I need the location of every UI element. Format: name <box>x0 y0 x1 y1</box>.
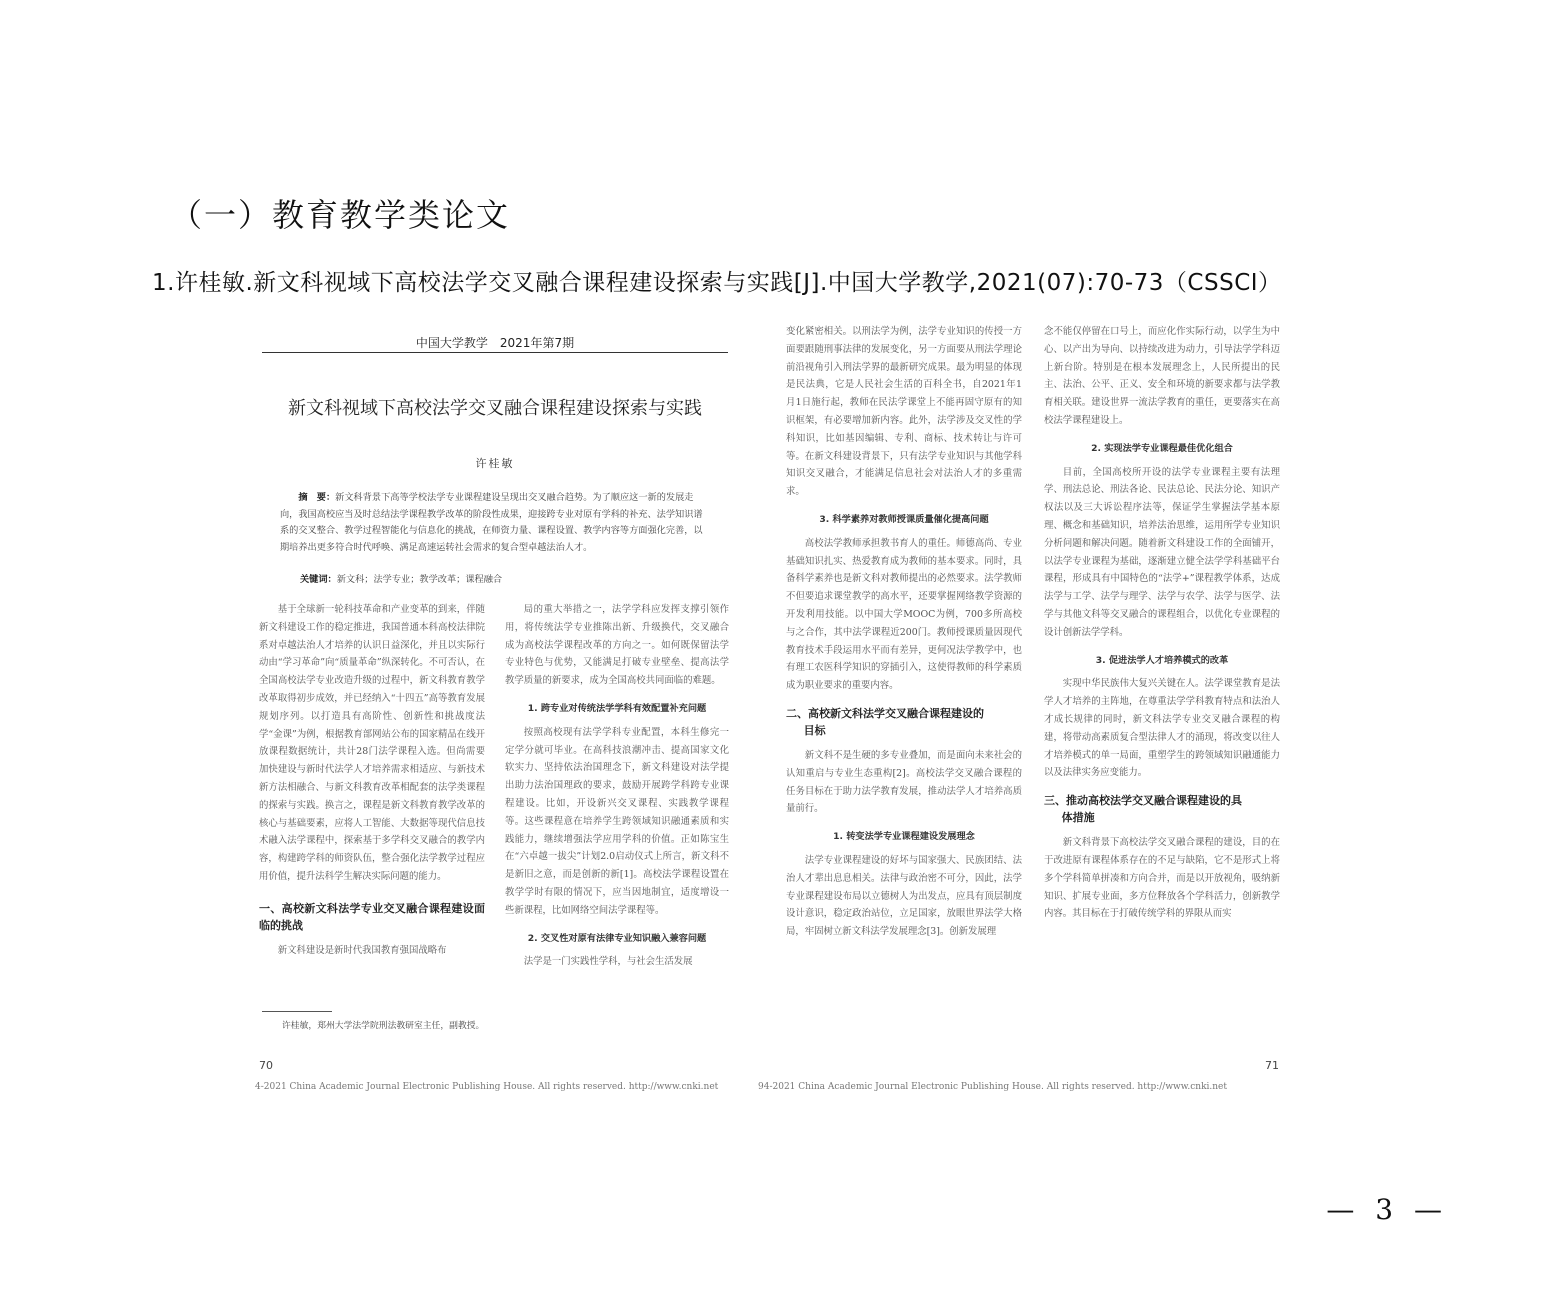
body-column-4 <box>1044 323 1280 923</box>
paragraph: 法学专业课程建设的好坏与国家强大、民族团结、法治人才辈出息息相关。法律与政治密不可分，因此，法学专业课程建设布局以立德树人为出发点，应具有顶层制度设计意识，稳定政治站位，立足国家，放眼世界法学大格局，牢固树立新文科法学发展理念[3]。创新发展理 <box>786 854 1022 938</box>
abstract-text: 新文科背景下高等学校法学专业课程建设呈现出交叉融合趋势。为了顺应这一新的发展走向，我国高校应当及时总结法学课程教学改革的阶段性成果，迎接跨专业对原有学科的补充、法学知识谱系的交叉整合、教学过程智能化与信息化的挑战，在师资力量、课程设置、教学内容等方面强化完善，以期培养出更多符合时代呼唤、满足高速运转社会需求的复合型卓越法治人才。 <box>280 492 703 553</box>
section-heading-2 <box>786 705 1022 739</box>
paragraph: 局的重大举措之一，法学学科应发挥支撑引领作用，将传统法学专业推陈出新、升级换代，交叉融合成为高校法学课程改革的方向之一。如何既保留法学专业特色与优势，又能满足打破专业壁垒、提高法学教学质量的新要求，成为全国高校共同面临的难题。 <box>505 604 729 687</box>
citation-line: 1.许桂敏.新文科视域下高校法学交叉融合课程建设探索与实践[J].中国大学教学,2021(07):70-73（CSSCI） <box>152 270 1282 296</box>
keywords-label: 关键词： <box>300 574 337 585</box>
section-heading: （一）教育教学类论文 <box>170 196 511 234</box>
section-heading-3 <box>1044 792 1280 826</box>
page-footer-number: — 3 — <box>1326 1193 1448 1226</box>
body-column-3 <box>786 323 1022 941</box>
journal-name: 中国大学教学 <box>415 336 488 350</box>
section-heading-2-line2: 目标 <box>803 723 826 737</box>
paragraph: 法学是一门实践性学科，与社会生活发展 <box>523 956 693 968</box>
footnote: 许桂敏，郑州大学法学院刑法教研室主任，副教授。 <box>282 1021 485 1031</box>
subsection-heading: 1. 跨专业对传统法学学科有效配置补充问题 <box>527 702 707 714</box>
section-heading-2-line1: 二、高校新文科法学交叉融合课程建设的 <box>786 706 984 720</box>
subsection-heading: 2. 实现法学专业课程最佳优化组合 <box>1091 442 1233 454</box>
subsection-heading: 3. 促进法学人才培养模式的改革 <box>1095 654 1229 666</box>
abstract-label: 摘 要： <box>298 492 336 503</box>
body-column-2 <box>505 601 729 971</box>
copyright-right: 94-2021 China Academic Journal Electronic Publishing House. All rights reserved. http://www.cnki.net <box>758 1082 1227 1092</box>
page-number-right: 71 <box>1265 1059 1279 1072</box>
copyright-left: 4-2021 China Academic Journal Electronic Publishing House. All rights reserved. http://www.cnki.net <box>255 1082 719 1092</box>
section-heading-3-line2: 体措施 <box>1061 811 1095 825</box>
article-author: 许桂敏 <box>475 457 515 470</box>
body-column-1 <box>259 601 485 960</box>
paragraph: 新文科不是生硬的多专业叠加，而是面向未来社会的认知重启与专业生态重构[2]。高校法学交叉融合课程的任务目标在于助力法学教育发展，推动法学人才培养高质量前行。 <box>786 749 1022 815</box>
paragraph: 基于全球新一轮科技革命和产业变革的到来，伴随新文科建设工作的稳定推进，我国普通本科高校法律院系对卓越法治人才培养的认识日益深化，并且以实际行动由“学习革命”向“质量革命”纵深转化。不可否认，在全国高校法学专业改造升级的过程中，新文科教育教学改革取得初步成效，并已经纳入“十四五”高等教育发展规划序列。以打造具有高阶性、创新性和挑战度法学“金课”为例，根据教育部网站公布的国家精品在线开放课程数据统计，共计28门法学课程入选。但尚需要加快建设与新时代法学人才培养需求相适应、与新技术新方法相融合、与新文科教育改革相配套的法学类课程的探索与实践。换言之，课程是新文科教育教学改革的核心与基础要素，应将人工智能、大数据等现代信息技术融入法学课程中，探索基于多学科交叉融合的教学内容，构建跨学科的师资队伍，整合强化法学教学过程应用价值，提升法科学生解决实际问题的能力。 <box>259 604 485 882</box>
journal-header-rule <box>262 352 728 353</box>
article-abstract <box>280 490 710 556</box>
article-title: 新文科视域下高校法学交叉融合课程建设探索与实践 <box>288 398 702 419</box>
paragraph: 高校法学教师承担教书育人的重任。师德高尚、专业基础知识扎实、热爱教育成为教师的基本要求。同时，具备科学素养也是新文科对教师提出的必然要求。法学教师不但要追求课堂教学的高水平，还要掌握网络教学资源的开发利用技能。以中国大学MOOC为例，700多所高校与之合作，其中法学课程近200门。教师授课质量因现代教育技术手段运用水平而有差异，更何况法学教学中，也有理工农医科学知识的穿插引入，这使得教师的科学素质成为职业要求的重要内容。 <box>786 537 1022 692</box>
subsection-heading: 2. 交叉性对原有法律专业知识融入兼容问题 <box>527 932 707 944</box>
page-number-left: 70 <box>259 1059 273 1072</box>
paragraph: 目前，全国高校所开设的法学专业课程主要有法理学、刑法总论、刑法各论、民法总论、民法分论、知识产权法以及三大诉讼程序法等，保证学生掌握法学基本原理、概念和基础知识，培养法治思维，运用所学专业知识分析问题和解决问题。随着新文科建设工作的全面铺开，以法学专业课程为基础，逐渐建立健全法学学科基础平台课程，形成具有中国特色的“法学+”课程教学体系，达成法学与工学、法学与理学、法学与农学、法学与医学、法学与其他文科等交叉融合的课程组合，以优化专业课程的设计创新法学学科。 <box>1044 466 1280 638</box>
article-keywords <box>300 571 502 585</box>
paragraph: 变化紧密相关。以刑法学为例，法学专业知识的传授一方面要跟随刑事法律的发展变化，另一方面要从刑法学理论前沿视角引入刑法学界的最新研究成果。最为明显的体现是民法典，它是人民社会生活的百科全书，自2021年1月1日施行起，教师在民法学课堂上不能再固守原有的知识框架，有必要增加新内容。此外，法学涉及交叉性的学科知识，比如基因编辑、专利、商标、技术转让与许可等。在新文科建设背景下，只有法学专业知识与其他学科知识交叉融合，才能满足信息社会对法治人才的多重需求。 <box>786 326 1022 498</box>
paragraph: 新文科背景下高校法学交叉融合课程的建设，目的在于改进原有课程体系存在的不足与缺陷，它不是形式上将多个学科简单拼凑和方向合并，而是以开放视角，吸纳新知识、扩展专业面，多方位释放各个学科活力，创新教学内容。其目标在于打破传统学科的界限从而实 <box>1044 837 1280 920</box>
subsection-heading: 1. 转变法学专业课程建设发展理念 <box>833 831 975 843</box>
keywords-text: 新文科；法学专业；教学改革；课程融合 <box>336 574 503 585</box>
journal-header <box>262 334 728 351</box>
paragraph: 念不能仅停留在口号上，而应化作实际行动，以学生为中心、以产出为导向、以持续改进为动力，引导法学学科迈上新台阶。特别是在根本发展理念上，人民所提出的民主、法治、公平、正义、安全和环境的新要求都与法学教育相关联。建设世界一流法学教育的重任，更要落实在高校法学课程建设上。 <box>1044 326 1280 426</box>
section-heading-1: 一、高校新文科法学专业交叉融合课程建设面临的挑战 <box>259 901 485 932</box>
paragraph: 实现中华民族伟大复兴关键在人。法学课堂教育是法学人才培养的主阵地，在尊重法学学科教育特点和法治人才成长规律的同时，新文科法学专业交叉融合课程的构建，将带动高素质复合型法律人才的涌现，将改变以往人才培养模式的单一局面，重塑学生的跨领域知识融通能力以及法律实务应变能力。 <box>1044 678 1280 779</box>
paragraph: 新文科建设是新时代我国教育强国战略布 <box>277 944 447 956</box>
section-heading-3-line1: 三、推动高校法学交叉融合课程建设的具 <box>1044 794 1242 808</box>
paragraph: 按照高校现有法学学科专业配置，本科生修完一定学分就可毕业。在高科技浪潮冲击、提高国家文化软实力、坚持依法治国理念下，新文科建设对法学提出助力法治国理政的要求，鼓励开展跨学科跨专业课程建设。比如，开设新兴交叉课程、实践教学课程等。这些课程意在培养学生跨领域知识融通素质和实践能力，继续增强法学应用学科的价值。正如陈宝生在“六卓越一拔尖”计划2.0启动仪式上所言，新文科不是新旧之意，而是创新的新[1]。高校法学课程设置在教学学时有限的情况下，应当因地制宜，适度增设一些新课程，比如网络空间法学课程等。 <box>505 726 729 916</box>
footnote-rule <box>262 1011 332 1012</box>
subsection-heading: 3. 科学素养对教师授课质量催化提高问题 <box>819 513 989 525</box>
journal-issue: 2021年第7期 <box>499 336 575 350</box>
